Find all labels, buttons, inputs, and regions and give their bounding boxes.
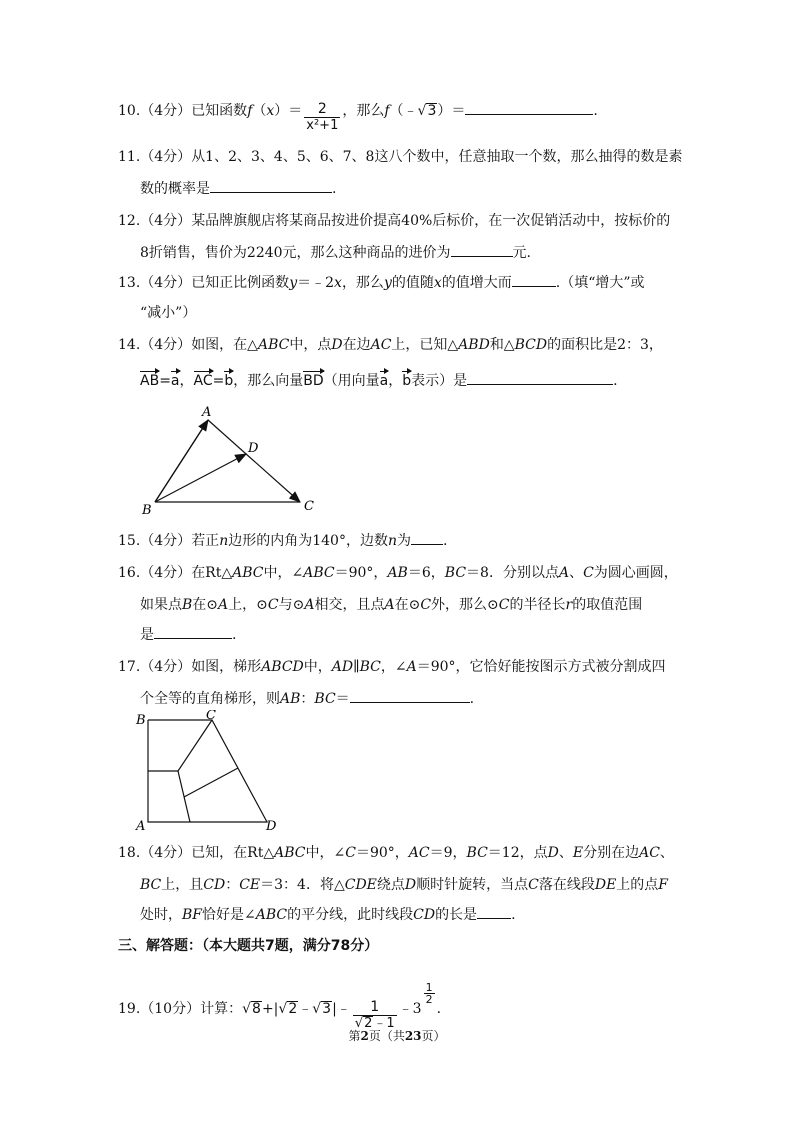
q-text: ， — [388, 373, 403, 389]
inner-line — [184, 768, 238, 797]
vector-ab-arrow — [155, 420, 208, 502]
q-score: （4分） — [140, 533, 192, 549]
answer-blank[interactable] — [154, 625, 232, 639]
question-14 — [118, 334, 663, 354]
question-15 — [118, 530, 447, 550]
q-text: 绕点 — [376, 877, 405, 893]
q-text: 如图，梯形 — [191, 659, 262, 675]
fraction-denominator: x²+1 — [306, 118, 339, 133]
q-text: 如果点 — [140, 597, 182, 613]
q-number: 12. — [118, 213, 141, 229]
radicand: 2 — [364, 1016, 373, 1031]
q-score: （4分） — [140, 103, 192, 119]
math-var: A — [384, 597, 395, 613]
math-var: BC — [444, 565, 467, 581]
fraction-denominator: √2﹣1 — [354, 1016, 395, 1031]
q-number: 15. — [118, 533, 141, 549]
q-text: 为圆心画圆， — [593, 565, 678, 581]
total-pages: 23 — [404, 1029, 422, 1043]
q-text: 已知正比例函数 — [191, 275, 290, 291]
math-var: D — [331, 337, 343, 353]
q-text: 计算： — [200, 1001, 243, 1017]
question-11 — [118, 146, 682, 166]
answer-blank[interactable] — [411, 531, 443, 545]
fraction-numerator: 1 — [425, 981, 433, 994]
trapezoid-figure — [134, 710, 284, 834]
footer-text: 第 — [348, 1029, 361, 1043]
math-var: n — [219, 533, 229, 549]
triangle-figure — [138, 402, 328, 518]
q-text: 表示）是 — [411, 373, 468, 389]
q-number: 18. — [118, 845, 141, 861]
question-11-line2 — [140, 178, 336, 198]
radicand: 8 — [252, 1001, 261, 1017]
q-text: “减小”） — [140, 305, 197, 321]
label-d: D — [266, 819, 277, 834]
q-text: . — [442, 533, 448, 549]
answer-blank[interactable] — [477, 905, 511, 919]
q-text: 的半径长 — [509, 597, 566, 613]
q-text: 、 — [558, 845, 573, 861]
q-text: 与⊙ — [278, 597, 305, 613]
q-score: （4分） — [140, 149, 192, 165]
math-var: BC — [466, 845, 488, 861]
math-var: C — [583, 565, 594, 581]
q-text: 从1、2、3、4、5、6、7、8这八个数中，任意抽取一个数，那么抽得的数是素 — [191, 149, 683, 165]
q-text: 落在线段 — [538, 877, 595, 893]
question-17-line2 — [140, 688, 474, 708]
math-var: ABCD — [261, 659, 304, 675]
q-score: （4分） — [140, 213, 192, 229]
q-text: ＝6， — [407, 565, 445, 581]
math-var: A — [406, 659, 417, 675]
question-12-line2 — [140, 242, 531, 262]
vector-ab: AB — [140, 373, 160, 389]
q-number: 10. — [118, 103, 141, 119]
q-text: 的值随 — [391, 275, 434, 291]
q-text: 在⊙ — [394, 597, 421, 613]
q-text: 8折销售，售价为2240元，那么这种商品的进价为 — [140, 245, 451, 261]
math-var: BF — [182, 907, 203, 923]
q-text: 中，点 — [289, 337, 332, 353]
math-var: F — [658, 877, 669, 893]
math-var: D — [547, 845, 559, 861]
q-text: （﹣ — [389, 103, 418, 119]
math-var: ABC — [255, 907, 288, 923]
q-text: 在边 — [342, 337, 371, 353]
q-text: 数的概率是 — [140, 181, 210, 197]
question-12 — [118, 210, 670, 230]
vector-bd-arrow — [155, 454, 246, 502]
q-text: ＝8．分别以点 — [466, 565, 559, 581]
q-text: 元. — [512, 245, 531, 261]
math-var: CE — [239, 877, 261, 893]
label-c: C — [206, 710, 216, 723]
q-text: 和△ — [489, 337, 515, 353]
q-text: .（填“增大”或 — [555, 275, 645, 291]
q-score: （4分） — [140, 565, 192, 581]
math-var: y — [383, 275, 392, 291]
math-var: AC — [639, 845, 660, 861]
q-text: 中， — [303, 659, 332, 675]
math-var: CD — [203, 877, 226, 893]
math-var: A — [218, 597, 229, 613]
q-text: . — [436, 1001, 442, 1017]
page-number: 2 — [360, 1029, 369, 1043]
answer-blank[interactable] — [451, 243, 513, 257]
q-number: 19. — [118, 1001, 141, 1017]
q-text: 中，∠ — [263, 565, 304, 581]
q-text: 恰好是∠ — [202, 907, 256, 923]
question-18-line2 — [140, 874, 668, 894]
q-text: ﹣ — [298, 1001, 313, 1017]
q-text: 上，且 — [161, 877, 204, 893]
vector-b: b — [402, 373, 412, 389]
q-text: 已知函数 — [191, 103, 248, 119]
math-var: B — [182, 597, 193, 613]
fraction — [304, 101, 340, 134]
q-text: ，那么 — [341, 275, 384, 291]
q-text: ﹣3 — [398, 1001, 422, 1017]
label-a: A — [136, 819, 146, 834]
math-var: ABC — [303, 565, 335, 581]
question-10: 10.（4分）已知函数f（x）＝ $\frac{2}{\text{x²+1}}$ ，那么f（﹣√3）＝ . — [118, 101, 598, 133]
math-var: BC — [314, 691, 336, 707]
question-13 — [118, 272, 645, 292]
q-text: 处时， — [140, 907, 182, 923]
math-var: DE — [594, 877, 617, 893]
radicand: 3 — [427, 103, 437, 119]
question-17 — [118, 656, 666, 676]
q-text: ＝ — [335, 691, 350, 707]
math-var: C — [420, 597, 432, 613]
page-footer — [0, 1027, 794, 1044]
q-text: 上，已知△ — [391, 337, 459, 353]
q-text: . — [593, 103, 598, 119]
math-var: AB — [387, 565, 408, 581]
fraction-denominator: 2 — [425, 993, 433, 1006]
q-text: . — [469, 691, 475, 707]
math-var: C — [345, 845, 356, 861]
question-14-line2: AB=a，AC=b，那么向量BD（用向量a，b表示）是 . — [140, 373, 618, 389]
q-number: 17. — [118, 659, 141, 675]
q-text: ）＝ — [437, 103, 466, 119]
exponent-fraction — [424, 982, 435, 1005]
q-text: +| — [261, 1001, 279, 1017]
math-var: BC — [359, 659, 381, 675]
question-18-line3 — [140, 904, 516, 924]
math-var: CD — [413, 907, 436, 923]
vector-ac-arrow — [208, 420, 300, 502]
question-13-line2 — [140, 302, 196, 322]
q-text: 的长是 — [435, 907, 478, 923]
q-text: ： — [225, 877, 240, 893]
math-var: A — [558, 565, 570, 581]
vector-a: a — [170, 373, 180, 389]
math-var: D — [404, 877, 417, 893]
inner-line — [178, 720, 212, 771]
fraction-numerator: 2 — [304, 101, 340, 118]
q-text: 的平分线，此时线段 — [287, 907, 414, 923]
answer-blank[interactable] — [465, 101, 593, 115]
vector-ac: AC — [193, 373, 213, 389]
q-text: ＝3：4．将△ — [260, 877, 345, 893]
answer-blank[interactable] — [467, 371, 613, 385]
math-var: AC — [408, 845, 430, 861]
q-text: ，∠ — [380, 659, 407, 675]
q-text: 的面积比是2：3， — [547, 337, 663, 353]
question-19: 19.（10分）计算：√8+|√2﹣√3|﹣ $\frac{1}{√2﹣1}$ ﹣3 $\frac{1}{2}$ . — [118, 981, 442, 1031]
math-var: x — [433, 275, 442, 291]
q-text: ，那么 — [342, 103, 385, 119]
q-text: . — [232, 627, 237, 643]
q-text: 中，∠ — [305, 845, 346, 861]
q-number: 11. — [118, 149, 141, 165]
label-c: C — [304, 499, 314, 514]
q-text: ，那么向量 — [233, 373, 304, 389]
math-var: n — [387, 533, 397, 549]
q-number: 16. — [118, 565, 141, 581]
label-b: B — [136, 713, 146, 728]
section-heading: 三、解答题：（本大题共7题，满分78分） — [118, 938, 379, 954]
math-var: r — [565, 597, 573, 613]
math-var: C — [528, 877, 539, 893]
math-var: BC — [140, 877, 162, 893]
q-text: 顺时针旋转，当点 — [416, 877, 529, 893]
math-var: ABC — [274, 845, 306, 861]
q-text: 在⊙ — [192, 597, 219, 613]
question-18 — [118, 842, 674, 862]
q-text: ＝﹣2 — [297, 275, 335, 291]
math-var: ABC — [257, 337, 290, 353]
math-var: y — [289, 275, 298, 291]
q-text: 是 — [140, 627, 154, 643]
vector-bd: BD — [303, 373, 324, 389]
q-text: ＝90°，它恰好能按图示方式被分割成四 — [416, 659, 666, 675]
math-var: x — [334, 275, 342, 291]
q-text: 某品牌旗舰店将某商品按进价提高40%后标价，在一次促销活动中，按标价的 — [191, 213, 671, 229]
math-var: CDE — [344, 877, 377, 893]
q-text: 如图，在△ — [191, 337, 258, 353]
question-16 — [118, 562, 678, 582]
q-text: 为 — [396, 533, 411, 549]
math-var: AD — [331, 659, 354, 675]
q-number: 14. — [118, 337, 141, 353]
vector-a: a — [379, 373, 389, 389]
answer-blank[interactable] — [350, 689, 470, 703]
math-var: E — [572, 845, 584, 861]
q-score: （4分） — [140, 275, 192, 291]
q-text: 相交，且点 — [314, 597, 385, 613]
q-text: 的值增大而 — [441, 275, 512, 291]
q-score: （4分） — [140, 845, 192, 861]
question-16-line3 — [140, 624, 236, 644]
math-var: ABC — [232, 565, 264, 581]
answer-blank[interactable] — [512, 273, 556, 287]
q-text: 外，那么⊙ — [431, 597, 499, 613]
math-var: x — [266, 103, 275, 119]
math-var: AB — [280, 691, 301, 707]
math-var: ABD — [458, 337, 490, 353]
vector-b: b — [224, 373, 234, 389]
q-text: ＝12，点 — [487, 845, 548, 861]
q-text: ）＝ — [274, 103, 303, 119]
q-text: 若正 — [191, 533, 220, 549]
q-text: 、 — [569, 565, 584, 581]
q-text: 个全等的直角梯形，则 — [140, 691, 280, 707]
label-d: D — [248, 441, 259, 456]
q-text: . — [332, 181, 337, 197]
q-number: 13. — [118, 275, 141, 291]
q-text: 上的点 — [616, 877, 659, 893]
footer-text: 页） — [421, 1029, 446, 1043]
q-score: （10分） — [140, 1001, 201, 1017]
math-var: BCD — [514, 337, 548, 353]
math-var: C — [267, 597, 279, 613]
question-16-line2 — [140, 594, 642, 614]
math-var: f — [384, 103, 390, 119]
footer-text: 页（共 — [368, 1029, 405, 1043]
math-var: C — [498, 597, 510, 613]
label-a: A — [202, 405, 212, 420]
q-text: ＝90°， — [334, 565, 388, 581]
radicand: 2 — [288, 1001, 298, 1017]
q-score: （4分） — [140, 659, 192, 675]
answer-blank[interactable] — [210, 179, 332, 193]
q-text: ∥ — [353, 659, 360, 675]
q-text: 、 — [659, 845, 674, 861]
q-text: ﹣1 — [373, 1016, 395, 1031]
q-text: 边形的内角为140°，边数 — [228, 533, 388, 549]
math-var: A — [304, 597, 315, 613]
fraction-numerator: 1 — [353, 999, 397, 1016]
q-score: （4分） — [140, 337, 192, 353]
radicand: 3 — [322, 1001, 332, 1017]
q-text: 已知，在Rt△ — [191, 845, 275, 861]
q-text: 的取值范围 — [572, 597, 643, 613]
q-text: 上，⊙ — [228, 597, 268, 613]
q-text: （用向量 — [323, 373, 380, 389]
q-text: 在Rt△ — [191, 565, 233, 581]
q-text: . — [511, 907, 516, 923]
q-text: ＝90°， — [355, 845, 409, 861]
math-var: f — [247, 103, 253, 119]
label-b: B — [142, 503, 152, 518]
q-text: ： — [300, 691, 315, 707]
math-var: AC — [370, 337, 392, 353]
q-text: ＝9， — [429, 845, 467, 861]
q-text: |﹣ — [332, 1001, 351, 1017]
q-text: . — [613, 373, 618, 389]
q-text: 分别在边 — [583, 845, 640, 861]
